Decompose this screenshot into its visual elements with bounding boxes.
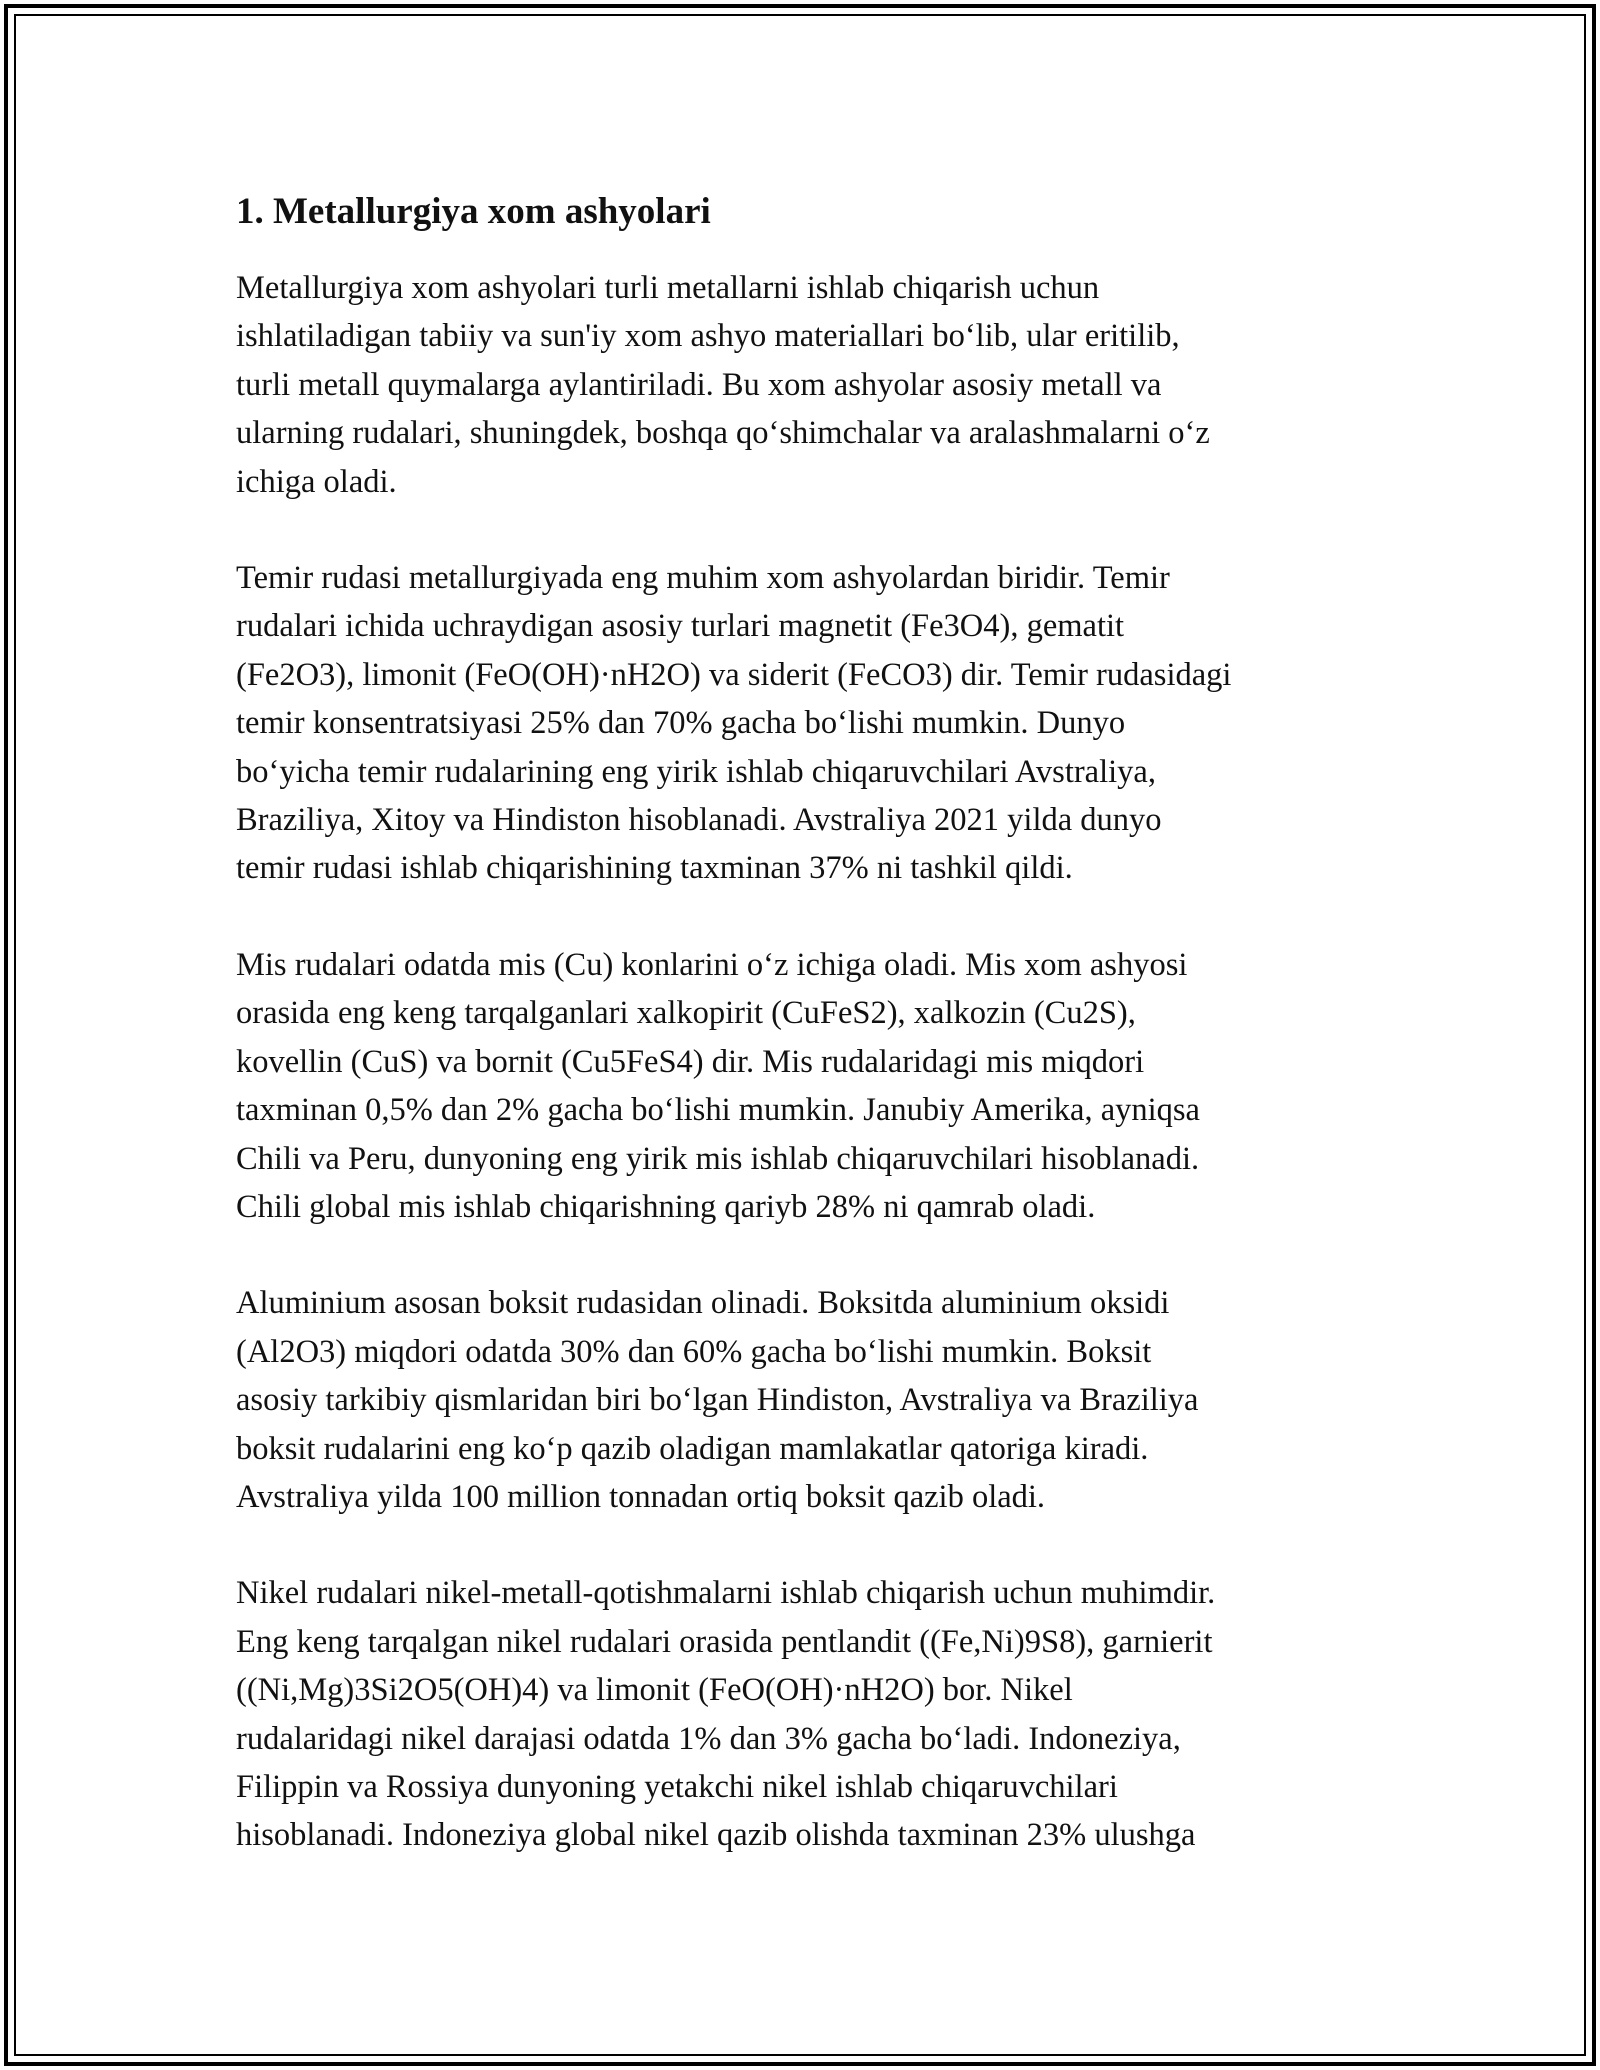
document-body — [236, 186, 1376, 1908]
paragraph-line: ularning rudalari, shuningdek, boshqa qo‘shimchalar va aralashmalarni o‘z — [236, 415, 1210, 452]
paragraph-list — [236, 264, 1376, 1860]
body-paragraph — [236, 941, 1376, 1231]
body-paragraph — [236, 1279, 1376, 1521]
paragraph-line: turli metall quymalarga aylantiriladi. Bu xom ashyolar asosiy metall va — [236, 366, 1162, 403]
paragraph-line: Mis rudalari odatda mis (Cu) konlarini o‘z ichiga oladi. Mis xom ashyosi — [236, 946, 1188, 983]
paragraph-line: rudalaridagi nikel darajasi odatda 1% dan 3% gacha bo‘ladi. Indoneziya, — [236, 1720, 1181, 1757]
section-heading: 1. Metallurgiya xom ashyolari — [236, 191, 711, 232]
paragraph-line: Braziliya, Xitoy va Hindiston hisoblanadi. Avstraliya 2021 yilda dunyo — [236, 802, 1162, 839]
paragraph-line: Chili va Peru, dunyoning eng yirik mis ishlab chiqaruvchilari hisoblanadi. — [236, 1140, 1200, 1177]
paragraph-line: Chili global mis ishlab chiqarishning qariyb 28% ni qamrab oladi. — [236, 1188, 1096, 1225]
paragraph-line: Temir rudasi metallurgiyada eng muhim xom ashyolardan biridir. Temir — [236, 560, 1170, 597]
paragraph-line: ishlatiladigan tabiiy va sun'iy xom ashyo materiallari bo‘lib, ular eritilib, — [236, 318, 1180, 355]
paragraph-line: ((Ni,Mg)3Si2O5(OH)4) va limonit (FeO(OH)·nH2O) bor. Nikel — [236, 1672, 1073, 1709]
paragraph-line: Filippin va Rossiya dunyoning yetakchi nikel ishlab chiqaruvchilari — [236, 1768, 1118, 1805]
paragraph-line: Aluminium asosan boksit rudasidan olinadi. Boksitda aluminium oksidi — [236, 1285, 1170, 1322]
paragraph-line: hisoblanadi. Indoneziya global nikel qazib olishda taxminan 23% ulushga — [236, 1817, 1196, 1854]
paragraph-line: Eng keng tarqalgan nikel rudalari orasida pentlandit ((Fe,Ni)9S8), garnierit — [236, 1623, 1213, 1660]
paragraph-line: (Fe2O3), limonit (FeO(OH)·nH2O) va siderit (FeCO3) dir. Temir rudasidagi — [236, 656, 1232, 693]
paragraph-line: kovellin (CuS) va bornit (Cu5FeS4) dir. Mis rudalaridagi mis miqdori — [236, 1043, 1145, 1080]
paragraph-line: ichiga oladi. — [236, 463, 397, 500]
paragraph-line: orasida eng keng tarqalganlari xalkopirit (CuFeS2), xalkozin (Cu2S), — [236, 995, 1136, 1032]
paragraph-line: Avstraliya yilda 100 million tonnadan ortiq boksit qazib oladi. — [236, 1478, 1046, 1515]
paragraph-line: (Al2O3) miqdori odatda 30% dan 60% gacha bo‘lishi mumkin. Boksit — [236, 1333, 1152, 1370]
paragraph-line: rudalari ichida uchraydigan asosiy turlari magnetit (Fe3O4), gematit — [236, 608, 1125, 645]
paragraph-line: Metallurgiya xom ashyolari turli metallarni ishlab chiqarish uchun — [236, 270, 1100, 306]
body-paragraph — [236, 554, 1376, 893]
paragraph-line: bo‘yicha temir rudalarining eng yirik ishlab chiqaruvchilari Avstraliya, — [236, 753, 1156, 790]
paragraph-line: Nikel rudalari nikel-metall-qotishmalarni ishlab chiqarish uchun muhimdir. — [236, 1575, 1216, 1612]
paragraph-line: boksit rudalarini eng ko‘p qazib oladigan mamlakatlar qatoriga kiradi. — [236, 1430, 1149, 1467]
paragraph-line: temir rudasi ishlab chiqarishining taxminan 37% ni tashkil qildi. — [236, 850, 1073, 887]
paragraph-line: taxminan 0,5% dan 2% gacha bo‘lishi mumkin. Janubiy Amerika, ayniqsa — [236, 1092, 1200, 1129]
paragraph-line: asosiy tarkibiy qismlaridan biri bo‘lgan Hindiston, Avstraliya va Braziliya — [236, 1382, 1199, 1419]
body-paragraph — [236, 1569, 1376, 1859]
paragraph-line: temir konsentratsiyasi 25% dan 70% gacha bo‘lishi mumkin. Dunyo — [236, 705, 1126, 742]
body-paragraph — [236, 264, 1376, 506]
